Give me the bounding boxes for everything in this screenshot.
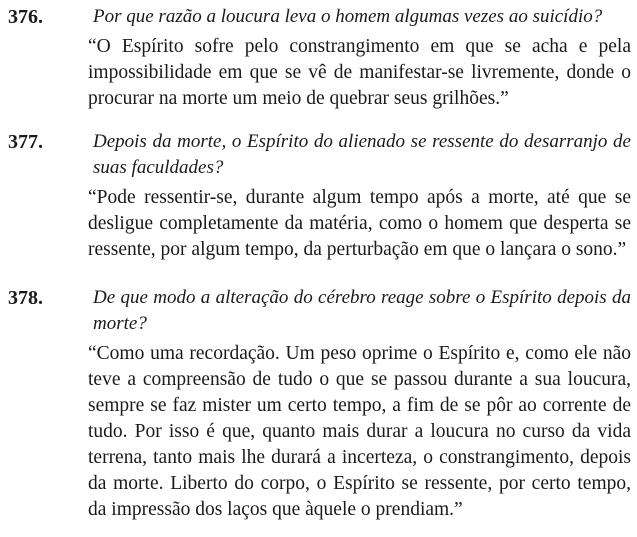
question-number: 378. xyxy=(8,287,43,309)
question-text: Por que razão a loucura leva o homem algumas vezes ao suicídio? xyxy=(93,6,603,27)
question-number: 377. xyxy=(8,131,43,153)
question-text: Depois da morte, o Espírito do alienado se ressente do desarranjo de suas faculdades? xyxy=(93,131,631,178)
answer-text: “Pode ressentir-se, durante algum tempo após a morte, até que se desligue completamente da matéria, como o homem que desperta se ressente, por algum tempo, da perturbação em que o lançara o sono.” xyxy=(88,187,631,260)
qa-entry-376 xyxy=(8,4,631,112)
question-number: 376. xyxy=(8,6,43,28)
answer-text: “Como uma recordação. Um peso oprime o Espírito e, como ele não teve a compreensão de tudo o que se passou durante a sua loucura, sempre se faz mister um certo tempo, a fim de se pôr ao corrente de tudo. Por isso é que, quanto mais durar a loucura no curso da vida terrena, tanto mais lhe durará a incerteza, o constrangimento, depois da morte. Liberto do corpo, o Espírito se ressente, por certo tempo, da impressão dos laços que àquele o prendiam.” xyxy=(88,343,631,520)
qa-entry-378 xyxy=(8,285,631,523)
qa-entry-377 xyxy=(8,129,631,263)
answer-text: “O Espírito sofre pelo constrangimento em que se acha e pela impossibilidade em que se vê de manifestar-se livremente, donde o procurar na morte um meio de quebrar seus grilhões.” xyxy=(88,36,631,109)
question-text: De que modo a alteração do cérebro reage sobre o Espírito depois da morte? xyxy=(93,287,631,334)
